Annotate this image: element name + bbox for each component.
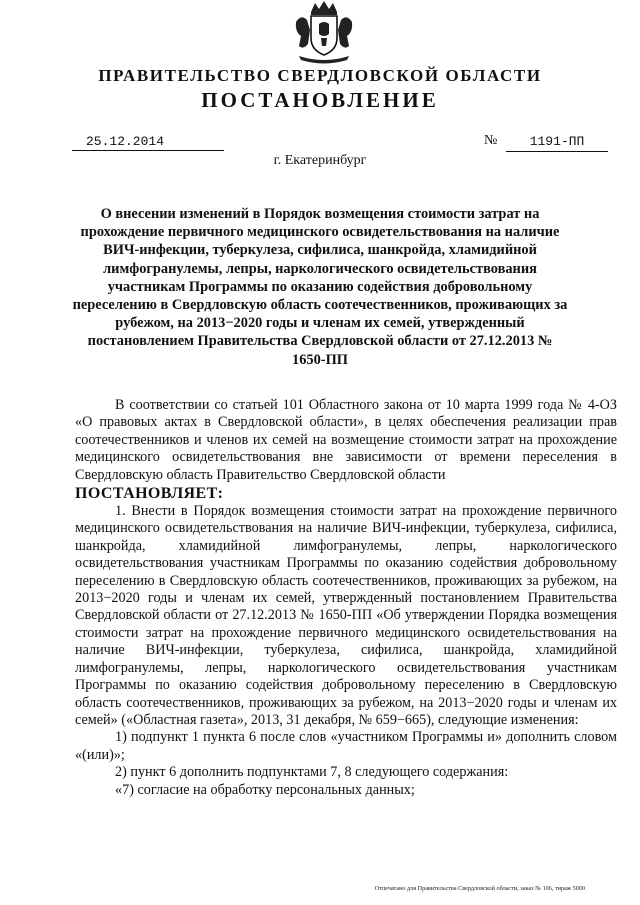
organization-name: ПРАВИТЕЛЬСТВО СВЕРДЛОВСКОЙ ОБЛАСТИ [98, 66, 542, 85]
subitem-2-paragraph: 2) пункт 6 дополнить подпунктами 7, 8 следующего содержания: [115, 764, 509, 781]
preamble-paragraph: В соответствии со статьей 101 Областного закона от 10 марта 1999 года № 4-ОЗ «О правовых актах в Свердловской области», в целях обеспечения реализации прав соотечественников и членов их семей на возмещение стоимости затрат на прохождение медицинского освидетельствования вне зависимости от времени переселения в Свердловскую область Правительство Свердловской области [75, 397, 617, 483]
document-type: ПОСТАНОВЛЕНИЕ [201, 88, 439, 112]
item-1-paragraph: 1. Внести в Порядок возмещения стоимости затрат на прохождение первичного медицинского освидетельствования на наличие ВИЧ-инфекции, туберкулеза, сифилиса, шанкройда, хламидийной лимфогранулемы, лепры, наркологического освидетельствования участникам Программы по оказанию содействия добровольному переселению в Свердловскую область соотечественников, проживающих за рубежом, на 2013−2020 годы и членам их семей, утвержденный постановлением Правительства Свердловской области от 27.12.2013 № 1650-ПП «Об утверждении Порядка возмещения стоимости затрат на прохождение первичного медицинского освидетельствования на наличие ВИЧ-инфекции, туберкулеза, сифилиса, шанкройда, хламидийной лимфогранулемы, лепры, наркологического освидетельствования участникам Программы по оказанию содействия добровольному переселению в Свердловскую область соотечественников, проживающих за рубежом, на 2013−2020 годы и членам их семей» («Областная газета», 2013, 31 декабря, № 659−665), следующие изменения: [75, 503, 617, 728]
city: г. Екатеринбург [273, 153, 367, 168]
document-title: О внесении изменений в Порядок возмещения стоимости затрат на прохождение первичного медицинского освидетельствования на наличие ВИЧ-инфекции, туберкулеза, сифилиса, шанкройда, хламидийной лимфогранулемы, лепры, наркологического освидетельствования участникам Программы по оказанию содействия добровольному переселению в Свердловскую область соотечественников, проживающих за рубежом, на 2013−2020 годы и членам их семей, утвержденный постановлением Правительства Свердловской области от 27.12.2013 № 1650-ПП [72, 206, 568, 368]
subitem-1-paragraph: 1) подпункт 1 пункта 6 после слов «участником Программы и» дополнить словом «(или)»; [75, 729, 617, 763]
subitem-7-paragraph: «7) согласие на обработку персональных данных; [115, 781, 415, 798]
number-sign: № [484, 133, 498, 148]
document-number: 1191-ПП [506, 134, 608, 152]
document-date: 25.12.2014 [72, 134, 224, 151]
document-body [75, 397, 617, 799]
resolves-heading: ПОСТАНОВЛЯЕТ: [75, 485, 224, 503]
print-footer: Отпечатано для Правительства Свердловской области, заказ № 106, тираж 5000 [374, 885, 585, 892]
coat-of-arms-icon [291, 0, 357, 64]
